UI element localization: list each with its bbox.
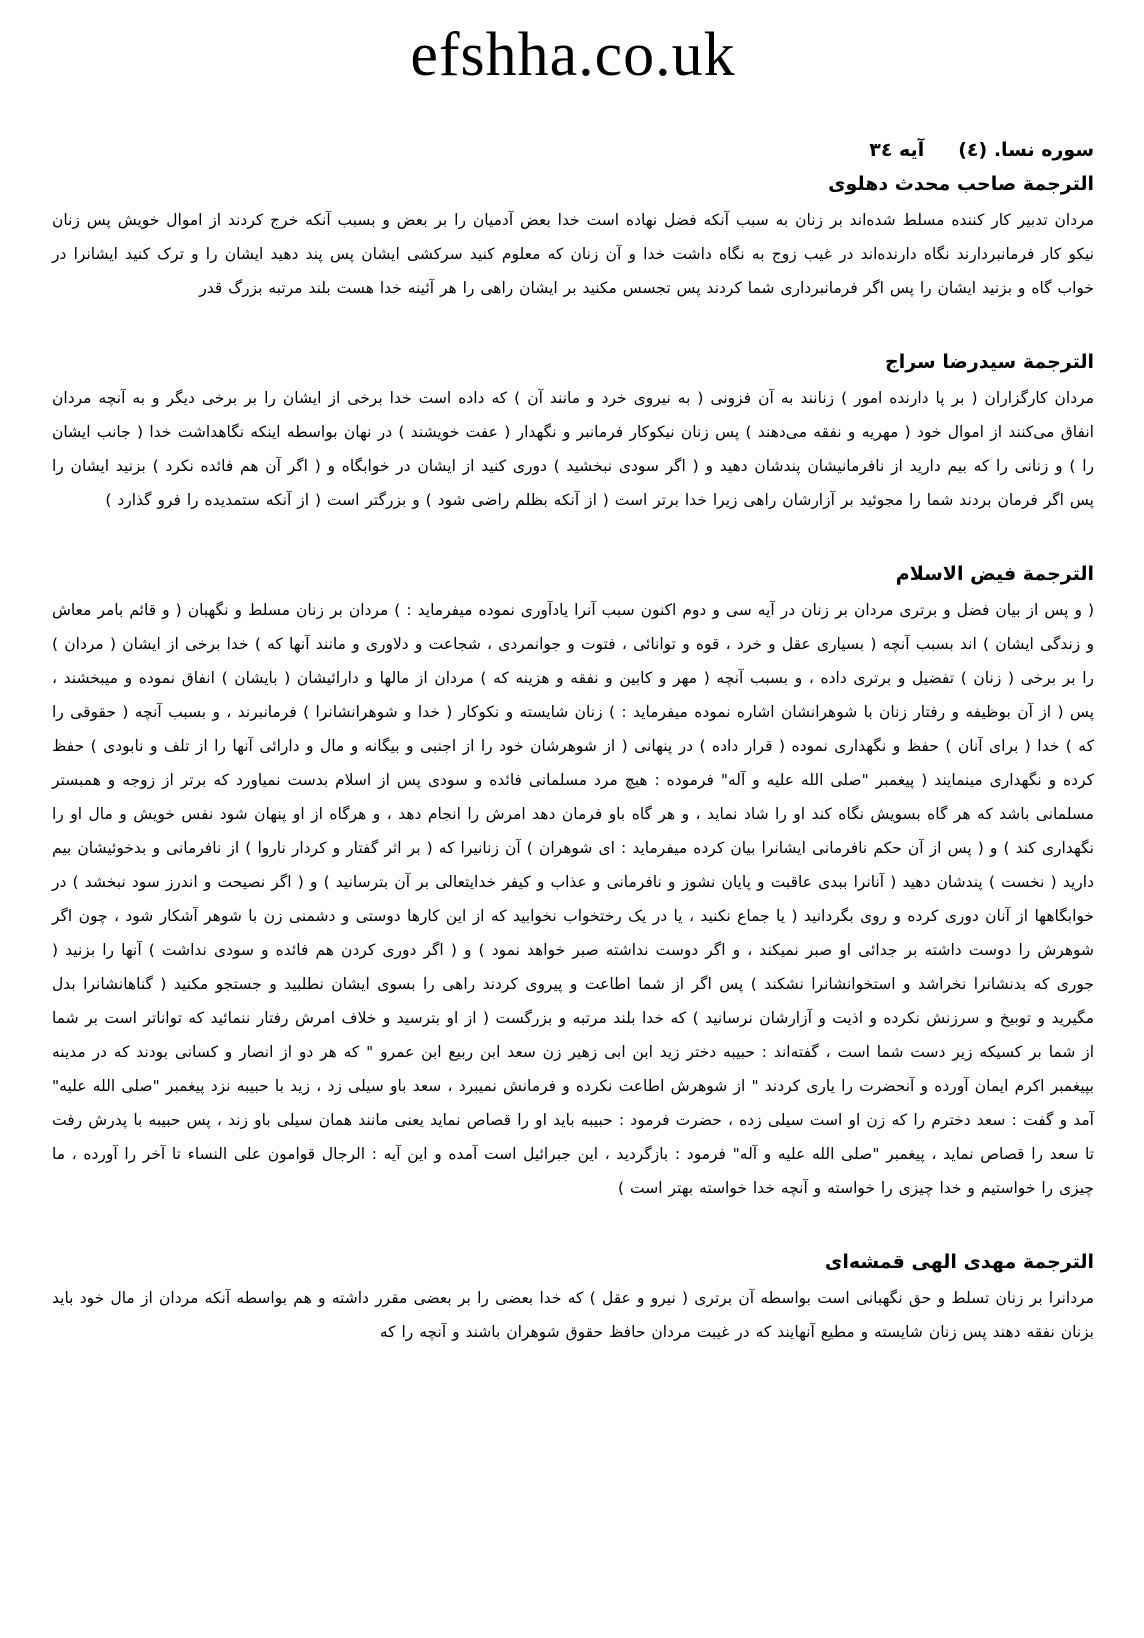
- surah-label: سوره نسا. (٤): [958, 139, 1094, 161]
- section-body-dehlavi: مردان تدبیر کار کننده مسلط شده‌اند بر زنان به سبب آنکه فضل نهاده است خدا بعض آدمیان را بر بعض و بسبب آنکه خرج کردند از اموال خویش پس زنان نیکو کار فرمانبردارند نگاه دارنده‌اند در غیب زوج به نگاه داشت خدا و آن زنان که معلوم کنید سرکشی ایشان پس پند دهید ایشان را و ترک کنید ایشانرا در خواب گاه و بزنید ایشان را پس اگر فرمانبرداری شما کردند پس تجسس مکنید بر ایشان راهی را هر آئینه خدا هست بلند مرتبه بزرگ قدر: [52, 211, 1094, 297]
- ayah-label: آیه ٣٤: [869, 139, 925, 161]
- section-seraj-translation: [52, 351, 1094, 517]
- section-dehlavi-translation: [52, 173, 1094, 305]
- section-heading-dehlavi: الترجمة صاحب محدث دهلوی: [828, 173, 1094, 195]
- section-heading-feyz-al-islam: الترجمة فیض الاسلام: [895, 563, 1094, 585]
- section-body-seraj: مردان کارگزاران ( بر پا دارنده امور ) زنانند به آن فزونی ( به نیروی خرد و مانند آن ) که داده است خدا برخی از ایشان را بر برخی دیگر و به آنچه مردان انفاق می‌کنند از اموال خود ( مهریه و نفقه می‌دهند ) پس زنان نیکوکار فرمانبر و نگهدار ( عفت خویشند ) در نهان بواسطه اینکه نگاهداشت خدا ( جانب ایشان را ) و زنانی را که بیم دارید از نافرمانیشان پندشان دهید و ( اگر سودی نبخشید ) دوری کنید از ایشان در خوابگاه و ( اگر آن هم فائده نکرد ) بزنید ایشان را پس اگر فرمان بردند شما را مجوئید بر آزارشان راهی زیرا خدا برتر است ( از آنکه بظلم راضی شود ) و بزرگتر است ( از آنکه ستمدیده را فرو گذارد ): [52, 389, 1094, 509]
- section-body-elahi-qomshei: مردانرا بر زنان تسلط و حق نگهبانی است بواسطه آن برتری ( نیرو و عقل ) که خدا بعضی را بر بعضی مقرر داشته و هم بواسطه آنکه مردان از مال خود باید بزنان نفقه دهند پس زنان شایسته و مطیع آنهایند که در غیبت مردان حافظ حقوق شوهران باشند و آنچه را که: [52, 1289, 1094, 1341]
- content: [52, 139, 1094, 1349]
- section-heading-elahi-qomshei: الترجمة مهدی الهی قمشه‌ای: [824, 1251, 1094, 1273]
- page: [0, 20, 1144, 1389]
- section-elahi-qomshei-translation: [52, 1251, 1094, 1349]
- section-body-feyz-al-islam: ( و پس از بیان فضل و برتری مردان بر زنان در آیه سی و دوم اکنون سبب آنرا یادآوری نموده میفرماید : ) مردان بر زنان مسلط و نگهبان ( و قائم بامر معاش و زندگی ایشان ) اند بسبب آنچه ( بسیاری عقل و خرد ، قوه و توانائی ، فتوت و جوانمردی ، شجاعت و دلاوری و مانند آنها که ) خدا برخی از ایشان ( مردان ) را بر برخی ( زنان ) تفضیل و برتری داده ، و بسبب آنچه ( مهر و کابین و نفقه و هزینه که ) مردان از مالها و دارائیشان ( بایشان ) انفاق نموده و میبخشند ، پس ( از آن بوظیفه و رفتار زنان با شوهرانشان اشاره نموده میفرماید : ) زنان شایسته و نکوکار ( خدا و شوهرانشانرا ) فرمانبرند ، و بسبب آنچه ( حقوقی را که ) خدا ( برای آنان ) حفظ و نگهداری نموده ( قرار داده ) در پنهانی ( از شوهرشان خود را از اجنبی و بیگانه و مال و دارائی آنها را از تلف و نابودی ) حفظ کرده و نگهداری مینمایند ( پیغمبر "صلی الله علیه و آله" فرموده : هیچ مرد مسلمانی فائده و سودی پس از اسلام بدست نمیاورد که برتر از زوجه و همبستر مسلمانی باشد که هر گاه بسویش نگاه کند او را شاد نماید ، و هر گاه باو فرمان دهد امرش را انجام دهد ، و هرگاه از او پنهان شود نفس خویش و مال او را نگهداری کند ) و ( پس از آن حکم نافرمانی ایشانرا بیان کرده میفرماید : ای شوهران ) آن زنانیرا که ( بر اثر گفتار و کردار ناروا ) از نافرمانی و بدخوئیشان بیم دارید ( نخست ) پندشان دهید ( آنانرا ببدی عاقبت و پایان نشوز و نافرمانی و عذاب و کیفر خدایتعالی بر آن بترسانید ) و ( اگر نصیحت و اندرز سود نبخشد ) در خوابگاهها از آنان دوری کرده و روی بگردانید ( یا جماع نکنید ، یا در یک رختخواب نخوابید که از این کارها دوستی و دشمنی زن با شوهر آشکار شود ، چون اگر شوهرش را دوست داشته بر جدائی او صبر نمیکند ، و اگر دوست نداشته صبر خواهد نمود ) و ( اگر دوری کردن هم فائده و سودی نداشت ) آنها را بزنید ( جوری که بدنشانرا نخراشد و استخوانشانرا نشکند ) پس اگر از شما اطاعت و پیروی کردند راهی را بسوی ایشان نطلبید و جستجو مکنید ( گناهانشانرا بدل مگیرید و توبیخ و سرزنش نکرده و اذیت و آزارشان نرسانید ) که خدا بلند مرتبه و بزرگست ( از او بترسید و خلاف امرش رفتار ننمائید که تواناتر است بر شما از شما بر کسیکه زیر دست شما است ، گفته‌اند : حبیبه دختر زید ابن ابی زهیر زن سعد ابن ربیع ابن عمرو " که هر دو از انصار و کسانی بودند که در مدینه بپیغمبر اکرم ایمان آورده و آنحضرت را یاری کردند " از شوهرش اطاعت نکرده و فرمانش نمیبرد ، سعد باو سیلی زد ، زید با حبیبه نزد پیغمبر "صلی الله علیه" آمد و گفت : سعد دخترم را که زن او است سیلی زده ، حضرت فرمود : حبیبه باید او را قصاص نماید یعنی مانند همان سیلی باو زند ، پس حبیبه با پدرش رفت تا سعد را قصاص نماید ، پیغمبر "صلی الله علیه و آله" فرمود : بازگردید ، این جبرائیل است آمده و این آیه : الرجال قوامون علی النساء تا آخر را آورده ، ما چیزی را خواستیم و خدا چیزی را خواسته و آنچه خدا خواسته بهتر است ): [52, 601, 1094, 1197]
- section-feyz-al-islam-translation: [52, 563, 1094, 1205]
- site-title: efshha.co.uk: [410, 21, 736, 89]
- section-heading-seraj: الترجمة سیدرضا سراج: [885, 351, 1094, 373]
- verse-header: [52, 139, 1094, 161]
